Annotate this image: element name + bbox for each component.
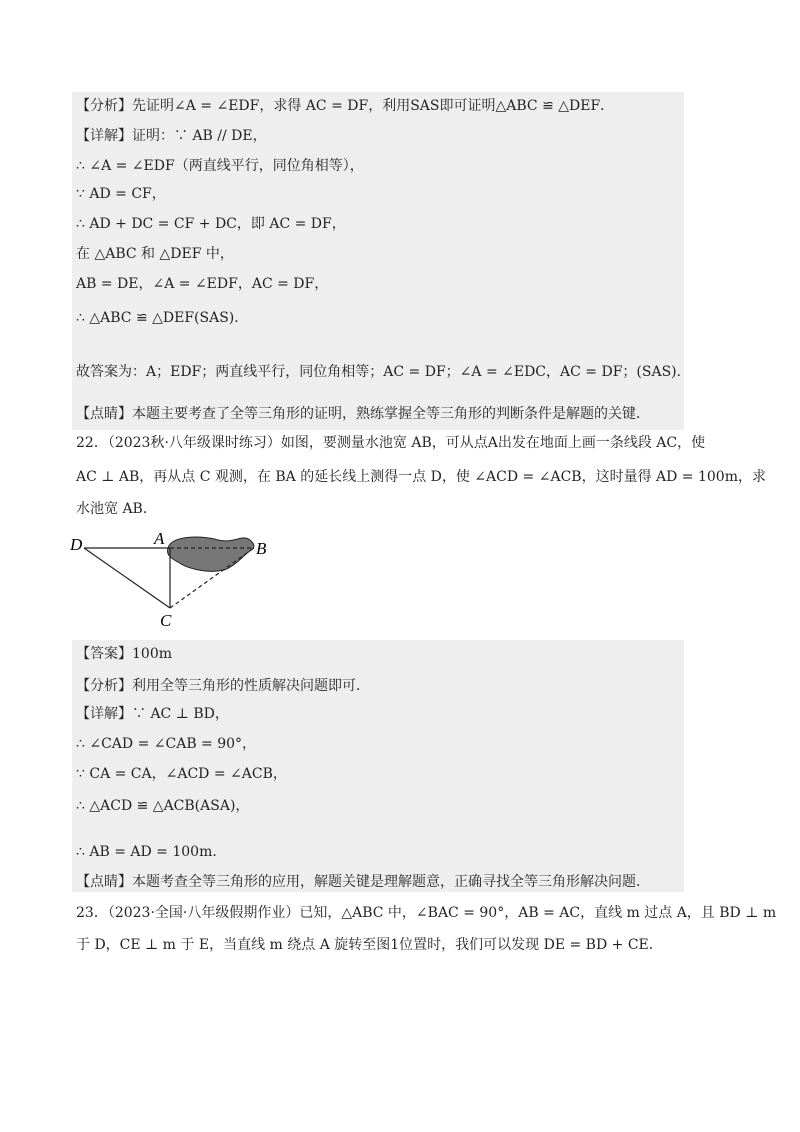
pool-shape [167, 537, 254, 571]
q21-comment: 【点睛】本题主要考查了全等三角形的证明，熟练掌握全等三角形的判断条件是解题的关键． [76, 406, 650, 422]
q21-answer-fill: 故答案为：A；EDF；两直线平行，同位角相等；AC = DF；∠A = ∠EDC，AC = DF；(SAS)． [76, 364, 691, 380]
q22-comment: 【点睛】本题考查全等三角形的应用，解题关键是理解题意，正确寻找全等三角形解决问题． [76, 874, 650, 890]
q21-detail-line: ∵ AD = CF， [76, 186, 166, 202]
segment-DC [84, 548, 170, 608]
q21-detail-line: 【详解】证明：∵ AB // DE， [76, 128, 267, 144]
q21-detail-line: ∴ ∠A = ∠EDF（两直线平行，同位角相等）， [76, 158, 364, 174]
point-label-B: B [256, 539, 267, 558]
q21-detail-line: ∴ AD + DC = CF + DC，即 AC = DF， [76, 216, 346, 232]
q21-detail-line: AB = DE，∠A = ∠EDF，AC = DF， [76, 276, 329, 292]
q21-analysis: 【分析】先证明∠A = ∠EDF，求得 AC = DF，利用SAS即可证明△ABC ≌ △DEF． [76, 98, 615, 114]
q22-detail-line: ∴ ∠CAD = ∠CAB = 90°， [76, 736, 257, 752]
q22-detail-line: 【详解】∵ AC ⊥ BD， [76, 706, 229, 722]
q22-stem-line: AC ⊥ AB，再从点 C 观测，在 BA 的延长线上测得一点 D，使 ∠ACD = ∠ACB，这时量得 AD = 100m，求 [76, 469, 766, 485]
q22-analysis: 【分析】利用全等三角形的性质解决问题即可． [76, 678, 370, 694]
q22-stem-line: 22．（2023秋·八年级课时练习）如图，要测量水池宽 AB，可从点A出发在地面上画一条线段 AC，使 [76, 435, 706, 451]
pool-measurement-figure [66, 526, 286, 632]
point-label-D: D [70, 535, 83, 554]
q22-answer: 【答案】100m [76, 646, 172, 662]
q21-detail-line: 在 △ABC 和 △DEF 中， [76, 246, 234, 262]
q23-stem-line: 于 D，CE ⊥ m 于 E，当直线 m 绕点 A 旋转至图1位置时，我们可以发现 DE = BD + CE． [76, 937, 663, 953]
q23-stem-line: 23．（2023·全国·八年级假期作业）已知，△ABC 中，∠BAC = 90°，AB = AC，直线 m 过点 A，且 BD ⊥ m [76, 905, 777, 921]
q22-detail-line: ∴ △ACD ≌ △ACB(ASA)， [76, 798, 250, 814]
q22-detail-line: ∵ CA = CA，∠ACD = ∠ACB， [76, 766, 287, 782]
q22-stem-line: 水池宽 AB． [76, 501, 157, 517]
q21-detail-line: ∴ △ABC ≌ △DEF(SAS)． [76, 310, 249, 326]
point-label-A: A [154, 529, 165, 548]
q22-detail-line: ∴ AB = AD = 100m． [76, 844, 227, 860]
point-label-C: C [160, 611, 172, 630]
